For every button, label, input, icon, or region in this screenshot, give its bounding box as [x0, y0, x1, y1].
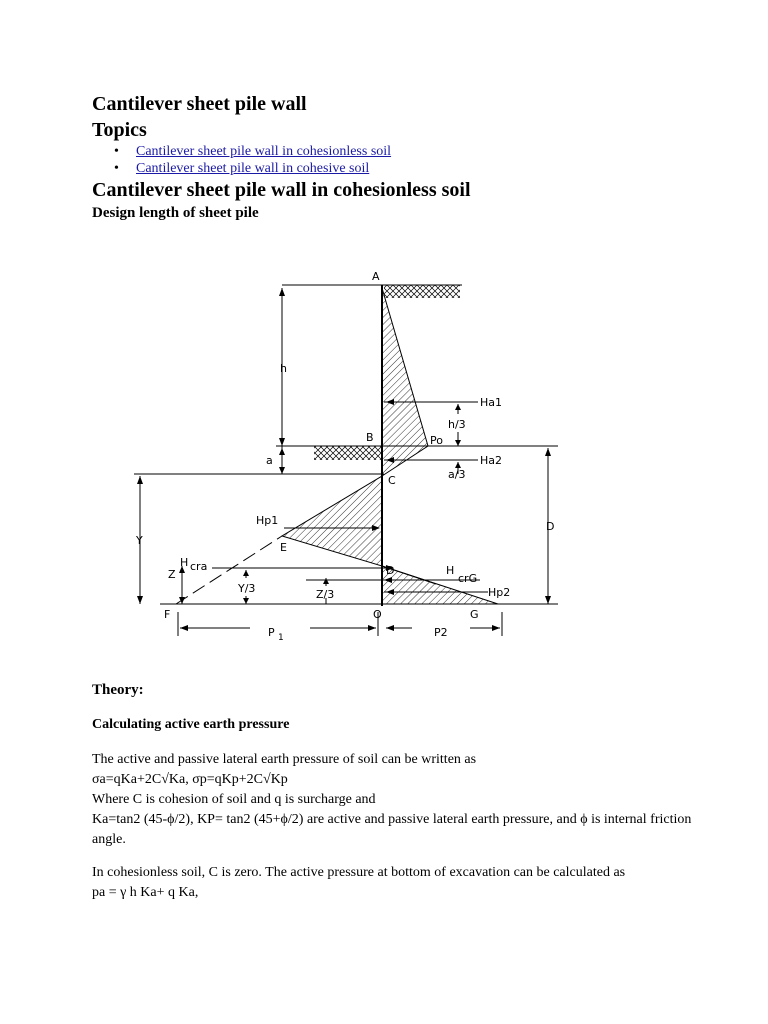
- active-pressure-heading: Calculating active earth pressure: [92, 717, 290, 732]
- label-H-cra: H: [180, 556, 189, 569]
- sheet-pile-diagram: [0, 262, 768, 654]
- label-P2: P2: [434, 626, 448, 639]
- label-P1-sub: 1: [278, 633, 284, 643]
- label-Z-over-3: Z/3: [316, 588, 335, 601]
- label-D-point: D: [386, 564, 395, 577]
- topics-list: [92, 143, 391, 177]
- label-h: h: [280, 362, 287, 375]
- formula-line: pa = γ h Ka+ q Ka,: [92, 885, 199, 900]
- text-line: Where C is cohesion of soil and q is surcharge and: [92, 792, 376, 807]
- label-O-bottom: O: [373, 608, 382, 621]
- label-Y-over-3: Y/3: [238, 582, 256, 595]
- label-Po: Po: [430, 434, 443, 447]
- label-a: a: [266, 454, 273, 467]
- label-A: A: [372, 270, 380, 283]
- theory-heading: Theory:: [92, 682, 144, 698]
- label-Hp1: Hp1: [256, 514, 279, 527]
- label-H-crG: H: [446, 564, 455, 577]
- text-line: In cohesionless soil, C is zero. The active pressure at bottom of excavation can be calculated as: [92, 865, 626, 880]
- formula-line: Ka=tan2 (45-ϕ/2), KP= tan2 (45+ϕ/2) are active and passive lateral earth pressure, and ϕ is internal friction angle.: [92, 812, 692, 847]
- label-B: B: [366, 431, 374, 444]
- label-Ha1: Ha1: [480, 396, 503, 409]
- label-Ha2: Ha2: [480, 454, 503, 467]
- list-item: [92, 143, 391, 160]
- soil-surface-top: [384, 285, 460, 298]
- label-C: C: [388, 474, 396, 487]
- topic-link-cohesive[interactable]: Cantilever sheet pile wall in cohesive soil: [136, 161, 370, 176]
- label-h-over-3: h/3: [448, 418, 466, 431]
- label-G: G: [470, 608, 479, 621]
- label-Z: Z: [168, 568, 176, 581]
- formula-line: σa=qKa+2C√Ka, σp=qKp+2C√Kp: [92, 772, 288, 787]
- section-heading: Cantilever sheet pile wall in cohesionless soil: [92, 179, 471, 201]
- label-Y: Y: [136, 534, 143, 547]
- label-crG-sub: crG: [458, 572, 478, 585]
- list-item: [92, 160, 391, 177]
- topic-link-cohesionless[interactable]: Cantilever sheet pile wall in cohesionless soil: [136, 144, 392, 159]
- label-E: E: [280, 541, 287, 554]
- label-Hp2: Hp2: [488, 586, 511, 599]
- label-cra-sub: cra: [190, 560, 208, 573]
- subheading: Design length of sheet pile: [92, 205, 259, 221]
- theory-paragraph-1: [92, 750, 692, 850]
- page-title: Cantilever sheet pile wall: [92, 93, 307, 115]
- passive-pressure-left: [282, 476, 382, 566]
- soil-excavation: [314, 446, 382, 460]
- label-a-over-3: a/3: [448, 468, 466, 481]
- label-P1: P: [268, 626, 275, 639]
- label-F: F: [164, 608, 171, 621]
- topics-heading: Topics: [92, 119, 147, 141]
- label-D-dim: D: [546, 520, 555, 533]
- theory-paragraph-2: [92, 863, 692, 903]
- text-line: The active and passive lateral earth pressure of soil can be written as: [92, 752, 477, 767]
- active-pressure-triangle: [382, 288, 428, 446]
